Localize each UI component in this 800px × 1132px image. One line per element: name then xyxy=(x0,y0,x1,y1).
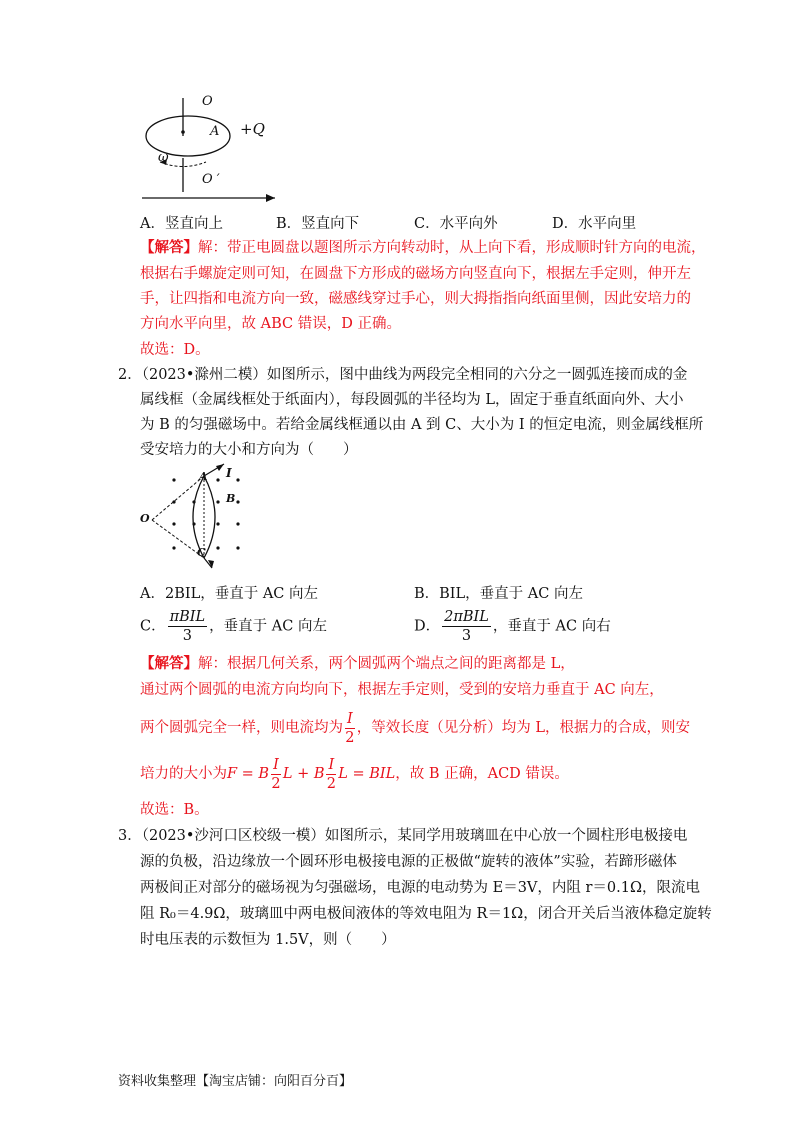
q2-answer-line-4: 培力的大小为F = B $\frac{I}{2}$ L + B $\frac{I}{2}$ L = BIL，故 B 正确，ACD 错误。 xyxy=(140,756,569,792)
q2-option-c-fraction: $\frac{\text{πBIL}}{3}$ xyxy=(169,609,206,644)
q2-stem-line-4: 受安培力的大小和方向为（ ） xyxy=(140,442,358,458)
q2-answer-line-3: 两个圆弧完全一样，则电流均为 $\frac{I}{2}$ ，等效长度（见分析）均为 L，根据力的合成，则安 xyxy=(140,710,690,746)
q2-option-b: B．BIL，垂直于 AC 向左 xyxy=(414,586,583,602)
fig1-label-o: O xyxy=(202,94,213,109)
q2-answer-tag: 【解答】 xyxy=(140,655,198,672)
fig2-label-b: B xyxy=(226,492,236,505)
q2-stem-line-1: 2．（2023•滁州二模）如图所示，图中曲线为两段完全相同的六分之一圆弧连接而成的金 xyxy=(118,367,688,383)
fig2-label-i: I xyxy=(226,466,232,480)
fig2-label-c: C xyxy=(197,546,206,559)
q1-option-a: A．竖直向上 xyxy=(140,216,223,232)
q2-option-d-fraction: $\frac{\text{2πBIL}}{3}$ xyxy=(444,609,489,644)
page-footer: 资料收集整理【淘宝店铺：向阳百分百】 xyxy=(118,1074,353,1089)
q2-answer-line-1: 【解答】解：根据几何关系，两个圆弧两个端点之间的距离都是 L， xyxy=(140,655,575,672)
q3-stem-line-5: 时电压表的示数恒为 1.5V，则（ ） xyxy=(140,932,396,948)
q1-answer-line-3: 手，让四指和电流方向一致，磁感线穿过手心，则大拇指指向纸面里侧，因此安培力的 xyxy=(140,291,691,307)
q2-option-c: C． $\frac{\text{πBIL}}{3}$ ，垂直于 AC 向左 xyxy=(140,609,327,644)
q1-answer-tag: 【解答】 xyxy=(140,239,198,256)
fig2-label-a: A xyxy=(199,470,208,483)
q1-answer-line-1: 【解答】解：带正电圆盘以题图所示方向转动时，从上向下看，形成顺时针方向的电流， xyxy=(140,239,706,256)
fig2-label-o: O xyxy=(140,512,150,525)
q2-choice: 故选：B。 xyxy=(140,802,209,818)
q1-answer-line-2: 根据右手螺旋定则可知，在圆盘下方形成的磁场方向竖直向下，根据左手定则，伸开左 xyxy=(140,266,691,282)
q1-option-d: D．水平向里 xyxy=(552,216,637,232)
q2-formula-fraction-2: $\frac{I}{2}$ xyxy=(326,756,336,792)
q2-option-a: A．2BIL，垂直于 AC 向左 xyxy=(140,586,318,602)
q1-choice: 故选：D。 xyxy=(140,342,210,358)
fig1-label-omega: ω xyxy=(158,150,169,165)
q2-stem-line-2: 属线框（金属线框处于纸面内），每段圆弧的半径均为 L，固定于垂直纸面向外、大小 xyxy=(140,392,684,408)
q3-stem-line-1: 3．（2023•沙河口区校级一模）如图所示，某同学用玻璃皿在中心放一个圆柱形电极接电 xyxy=(118,828,688,844)
q2-formula-fraction-1: $\frac{I}{2}$ xyxy=(271,756,281,792)
q2-answer-line-2: 通过两个圆弧的电流方向均向下，根据左手定则，受到的安培力垂直于 AC 向左， xyxy=(140,682,664,698)
q2-option-d: D． $\frac{\text{2πBIL}}{3}$ ，垂直于 AC 向右 xyxy=(414,609,611,644)
q1-option-b: B．竖直向下 xyxy=(276,216,360,232)
q3-stem-line-4: 阻 R₀＝4.9Ω，玻璃皿中两电极间液体的等效电阻为 R＝1Ω，闭合开关后当液体稳定旋转 xyxy=(140,906,712,922)
fig1-label-q: +Q xyxy=(240,120,265,138)
fig1-label-o-prime: O ′ xyxy=(202,172,220,187)
q1-option-c: C．水平向外 xyxy=(414,216,498,232)
q3-stem-line-3: 两极间正对部分的磁场视为匀强磁场，电源的电动势为 E＝3V，内阻 r＝0.1Ω，限流电 xyxy=(140,880,701,896)
q2-answer-fraction: $\frac{I}{2}$ xyxy=(345,710,355,746)
fig1-label-a: A xyxy=(210,124,220,139)
q3-stem-line-2: 源的负极，沿边缘放一个圆环形电极接电源的正极做“旋转的液体”实验，若蹄形磁体 xyxy=(140,854,677,870)
q1-answer-line-4: 方向水平向里，故 ABC 错误，D 正确。 xyxy=(140,316,401,332)
q2-stem-line-3: 为 B 的匀强磁场中。若给金属线框通以由 A 到 C、大小为 I 的恒定电流，则金属线框所 xyxy=(140,417,704,433)
